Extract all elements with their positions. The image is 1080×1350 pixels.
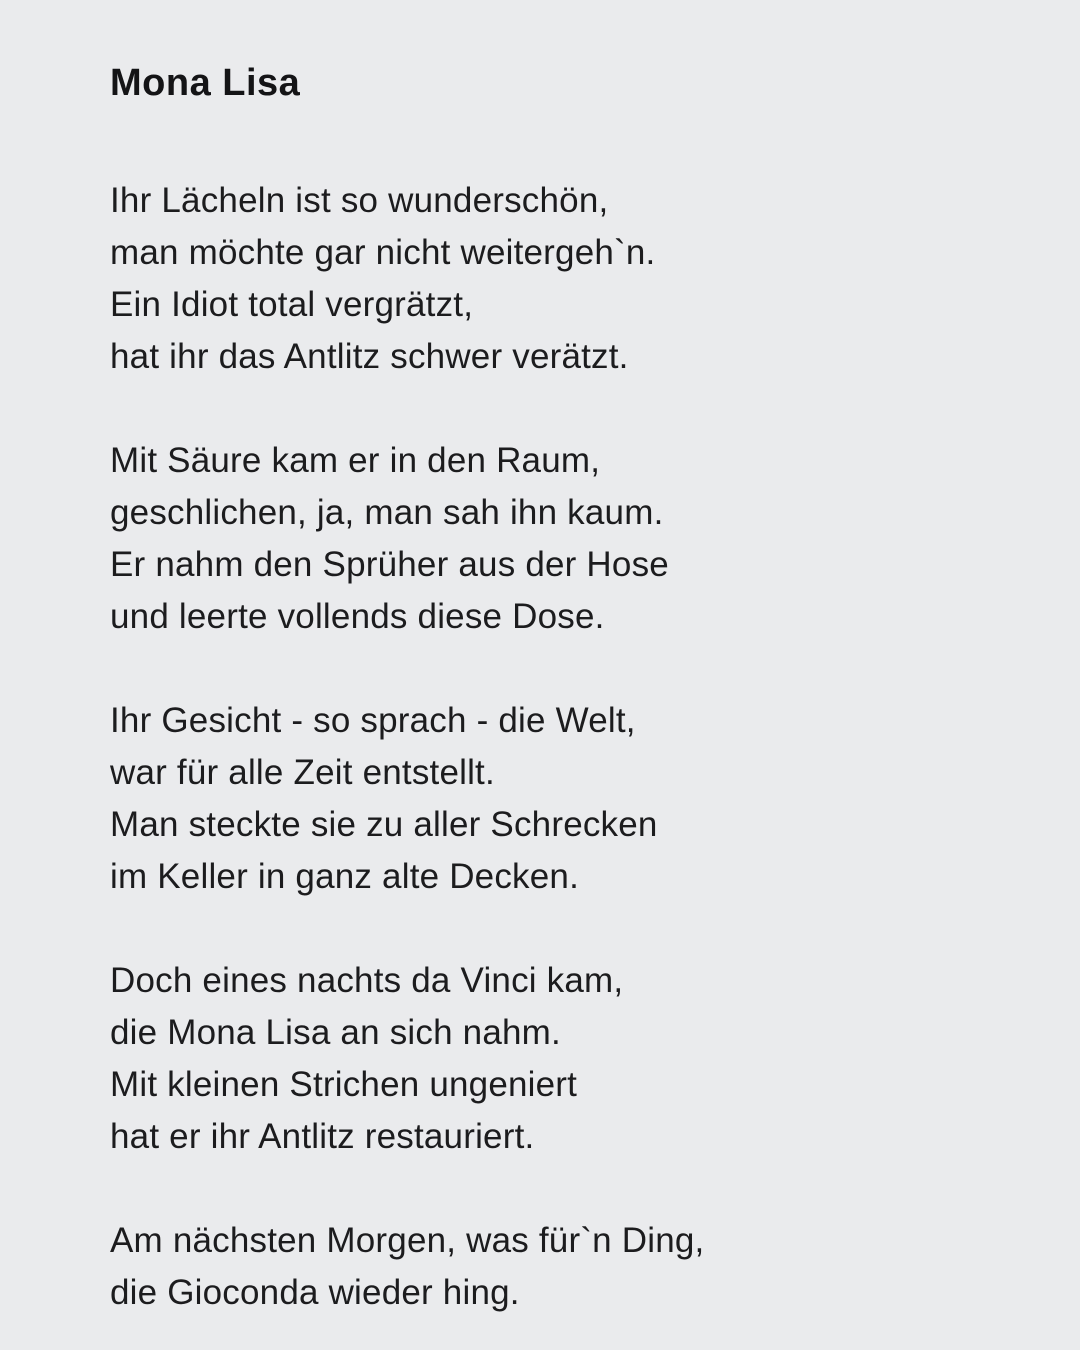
poem-line: Doch eines nachts da Vinci kam, [110, 961, 624, 1000]
stanza-4 [110, 955, 1020, 1163]
poem-line: geschlichen, ja, man sah ihn kaum. [110, 493, 664, 532]
stanza-2 [110, 435, 1020, 643]
stanza-1 [110, 175, 1020, 383]
poem-line: man möchte gar nicht weitergeh`n. [110, 233, 656, 272]
poem-line: im Keller in ganz alte Decken. [110, 857, 579, 896]
poem-title: Mona Lisa [110, 62, 301, 104]
poem-line: Ihr Gesicht - so sprach - die Welt, [110, 701, 636, 740]
stanza-3 [110, 695, 1020, 903]
poem-line: und leerte vollends diese Dose. [110, 597, 605, 636]
poem-line: hat er ihr Antlitz restauriert. [110, 1117, 535, 1156]
poem-line: Am nächsten Morgen, was für`n Ding, [110, 1221, 705, 1260]
poem-line: Mit Säure kam er in den Raum, [110, 441, 601, 480]
poem-line: war für alle Zeit entstellt. [110, 753, 495, 792]
poem-line: die Gioconda wieder hing. [110, 1273, 520, 1312]
poem-line: Er nahm den Sprüher aus der Hose [110, 545, 669, 584]
poem-line: Ihr Lächeln ist so wunderschön, [110, 181, 609, 220]
poem-line: die Mona Lisa an sich nahm. [110, 1013, 561, 1052]
poem-line: Mit kleinen Strichen ungeniert [110, 1065, 578, 1104]
poem-line: Ein Idiot total vergrätzt, [110, 285, 474, 324]
poem-line: Man steckte sie zu aller Schrecken [110, 805, 658, 844]
stanza-5 [110, 1215, 1020, 1319]
poem-line: hat ihr das Antlitz schwer verätzt. [110, 337, 629, 376]
